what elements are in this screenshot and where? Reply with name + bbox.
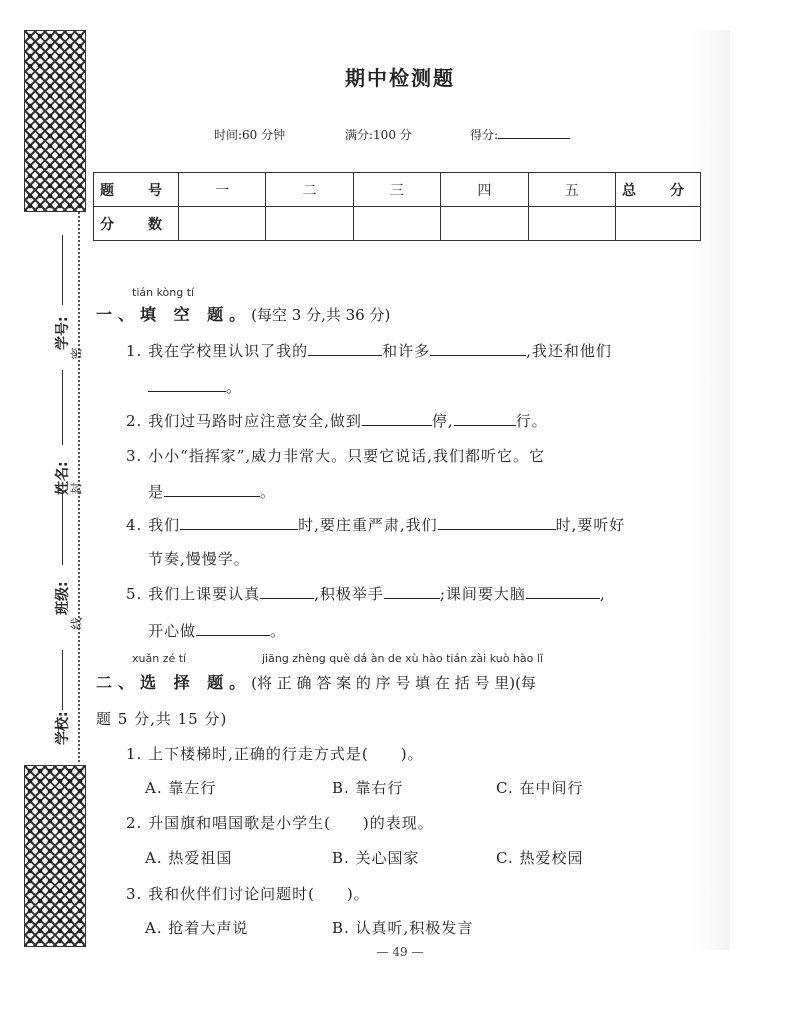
answer-blank[interactable] — [526, 598, 600, 599]
option-c[interactable]: C. 在中间行 — [496, 779, 584, 797]
section1-pinyin: tián kòng tí — [132, 286, 195, 299]
section1-title — [96, 302, 390, 325]
table-header-cell: 二 — [266, 173, 353, 207]
option-b[interactable]: B. 关心国家 — [332, 849, 420, 867]
question-2-1: 1. 上下楼梯时,正确的行走方式是( )。 — [126, 745, 424, 763]
question-1-3: 3. 小小“指挥家”,威力非常大。只要它说话,我们都听它。它 — [126, 447, 545, 465]
answer-blank[interactable] — [454, 425, 516, 426]
question-text: 1. 我在学校里认识了我的 — [126, 342, 309, 360]
question-text: 。 — [260, 483, 277, 501]
class-label: 班级: — [55, 581, 71, 615]
table-header-cell: 五 — [528, 173, 615, 207]
section1-note: (每空 3 分,共 36 分) — [251, 306, 391, 324]
question-1-3-cont — [148, 481, 276, 502]
section2-pinyin-note: jiāng zhèng què dá àn de xù hào tián zài kuò hào lǐ — [262, 652, 544, 665]
page-number: — 49 — — [376, 945, 424, 959]
answer-blank[interactable] — [196, 635, 270, 636]
table-header-cell: 四 — [441, 173, 528, 207]
answer-blank[interactable] — [438, 529, 556, 530]
question-text: 是 — [148, 483, 165, 501]
question-text: ,积极举手 — [314, 585, 384, 603]
question-1-1 — [126, 340, 612, 361]
question-text: 和许多 — [382, 342, 431, 360]
section2-title — [96, 670, 536, 693]
answer-blank[interactable] — [308, 355, 382, 356]
answer-blank[interactable] — [148, 391, 226, 392]
question-1-1-cont — [148, 376, 242, 397]
question-2-2: 2. 升国旗和唱国歌是小学生( )的表现。 — [126, 814, 434, 832]
question-text: 开心做 — [148, 622, 197, 640]
seal-char-mi: 密 — [69, 347, 84, 360]
question-text: 行。 — [515, 412, 548, 430]
question-1-2 — [126, 410, 548, 431]
table-row — [94, 207, 701, 241]
question-text: 2. 我们过马路时应注意安全,做到 — [126, 412, 362, 430]
score-cell[interactable] — [441, 207, 528, 241]
question-text: ;课间要大脑 — [439, 585, 526, 603]
table-header-cell: 一 — [179, 173, 266, 207]
table-header-cell: 三 — [353, 173, 440, 207]
answer-blank[interactable] — [180, 529, 298, 530]
answer-blank[interactable] — [430, 355, 526, 356]
page-title: 期中检测题 — [345, 66, 455, 90]
answer-blank[interactable] — [164, 496, 260, 497]
question-text: 停, — [431, 412, 454, 430]
id-label: 学号: — [55, 316, 71, 350]
table-row — [94, 173, 701, 207]
table-header-cell: 题 号 — [94, 173, 179, 207]
section2-note: (将 正 确 答 案 的 序 号 填 在 括 号 里)(每 — [251, 674, 536, 692]
class-blank — [62, 490, 63, 565]
answer-blank[interactable] — [260, 598, 314, 599]
question-1-4-cont: 节奏,慢慢学。 — [148, 550, 250, 568]
seal-char-xian: 线 — [69, 617, 84, 630]
question-text: 时,要庄重严肃,我们 — [298, 516, 438, 534]
binding-pattern-bottom — [24, 765, 86, 947]
score-cell[interactable] — [616, 207, 701, 241]
score-label: 得分: — [470, 128, 499, 142]
option-b[interactable]: B. 靠右行 — [332, 779, 404, 797]
score-table — [93, 172, 701, 241]
binding-pattern-top — [24, 30, 86, 212]
section2-pinyin-title: xuǎn zé tí — [132, 652, 187, 665]
score-field — [470, 126, 570, 143]
score-cell[interactable] — [266, 207, 353, 241]
option-a[interactable]: A. 靠左行 — [145, 779, 217, 797]
question-2-3: 3. 我和伙伴们讨论问题时( )。 — [126, 885, 370, 903]
score-blank[interactable] — [498, 138, 570, 139]
school-blank — [62, 650, 63, 710]
question-1-5-cont — [148, 620, 286, 641]
name-blank — [62, 370, 63, 445]
score-cell[interactable] — [179, 207, 266, 241]
question-1-5 — [126, 583, 606, 604]
option-c[interactable]: C. 热爱校园 — [496, 849, 584, 867]
name-label: 姓名: — [55, 461, 71, 495]
question-text: 4. 我们 — [126, 516, 181, 534]
question-text: 。 — [270, 622, 287, 640]
question-text: ,我还和他们 — [526, 342, 612, 360]
section2-title-text: 二、选 择 题。 — [96, 673, 252, 692]
question-text: 时,要听好 — [555, 516, 626, 534]
seal-char-feng: 封 — [69, 482, 84, 495]
section2-note-cont: 题 5 分,共 15 分) — [96, 710, 228, 728]
page-edge-shadow — [690, 30, 730, 950]
option-b[interactable]: B. 认真听,积极发言 — [332, 919, 474, 937]
option-a[interactable]: A. 抢着大声说 — [145, 919, 249, 937]
school-label: 学校: — [55, 711, 71, 745]
section1-title-text: 一、填 空 题。 — [96, 305, 252, 324]
question-text: , — [599, 585, 606, 603]
question-text: 5. 我们上课要认真 — [126, 585, 261, 603]
score-cell[interactable] — [528, 207, 615, 241]
question-1-4 — [126, 514, 625, 535]
question-text: 。 — [226, 378, 243, 396]
answer-blank[interactable] — [362, 425, 432, 426]
table-row-label: 分 数 — [94, 207, 179, 241]
score-cell[interactable] — [353, 207, 440, 241]
full-score: 满分:100 分 — [345, 128, 412, 142]
answer-blank[interactable] — [384, 598, 440, 599]
table-header-cell: 总 分 — [616, 173, 701, 207]
option-a[interactable]: A. 热爱祖国 — [145, 849, 233, 867]
time-limit: 时间:60 分钟 — [214, 128, 286, 142]
id-blank — [62, 235, 63, 305]
